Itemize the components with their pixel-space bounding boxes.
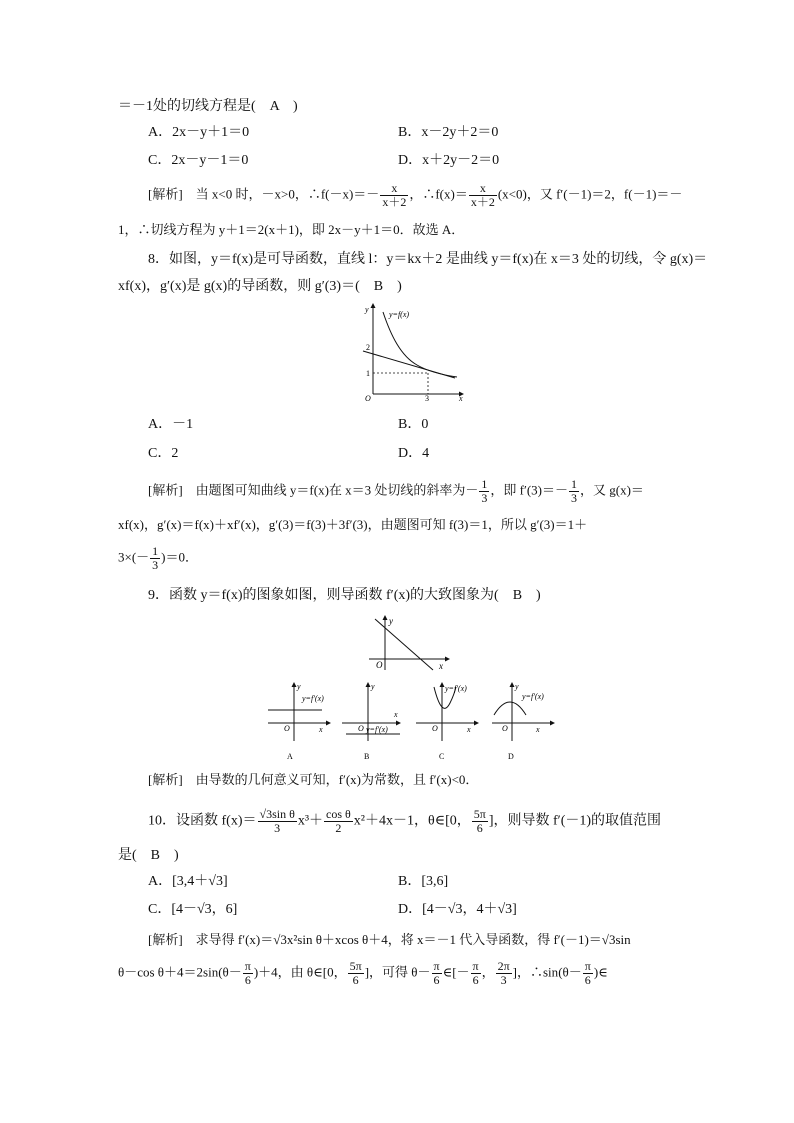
q9-choice-a-graph: [264, 679, 334, 764]
q10-analysis-line1: [解析] 求导得 f′(x)＝√3x²sin θ＋xcos θ＋4，将 x＝－1 代入导函数，得 f′(－1)＝√3sin: [148, 932, 631, 947]
q8-analysis-line1: [解析] 由题图可知曲线 y＝f(x)在 x＝3 处切线的斜率为－ $\frac{1}{3}$ ，即 f′(3)＝－ $\frac{1}{3}$ ，又 g(x)＝: [148, 477, 644, 505]
q8-graph-y-axis-label: y: [365, 305, 369, 314]
q9-choice-a-x: x: [319, 725, 323, 734]
q9-stem: 9．函数 y＝f(x)的图象如图，则导函数 f′(x)的大致图象为( B ): [148, 588, 541, 603]
q8-graph-origin-label: O: [365, 394, 371, 402]
q10-analysis-line2: θ－cos θ＋4＝2sin(θ－ $\frac{\pi}{6}$ )＋4，由 θ∈[0， $\frac{5\pi}{6}$ ]，可得 θ－ $\frac{\pi}{6}$ ∈[－ $\frac{\pi}{6}$ ， $\frac{2\pi}{3}$ ]，∴sin(θ－ $\frac{\pi}{6}$ )∈: [118, 959, 608, 987]
q8-analysis-line2: xf(x)，g′(x)＝f(x)＋xf′(x)，g′(3)＝f(3)＋3f′(3)，由题图可知 f(3)＝1，所以 g′(3)＝1＋: [118, 517, 588, 532]
q9-main-graph: [365, 614, 453, 672]
q7-option-a: A．2x－y＋1＝0: [148, 125, 250, 140]
q9-choice-d-graph: [488, 679, 563, 764]
q9-choice-c-x: x: [467, 725, 471, 734]
q9-choice-b-label: y=f′(x): [366, 725, 388, 734]
q8-stem-line1: 8．如图，y＝f(x)是可导函数，直线 l：y＝kx＋2 是曲线 y＝f(x)在 x＝3 处的切线，令 g(x)＝: [148, 252, 708, 267]
q8-option-c: C．2: [148, 446, 179, 461]
q10-stem-line1: 10．设函数 f(x)＝ $\frac{\text{√3sin θ}}{3}$ x³＋ $\frac{\text{cos θ}}{2}$ x²＋4x－1，θ∈[0， $\frac{5\pi}{6}$ ]，则导数 f′(－1)的取值范围: [148, 807, 662, 835]
q10-option-d: D．[4－√3，4＋√3]: [398, 902, 517, 917]
q9-choice-d-origin: O: [502, 724, 508, 733]
q9-main-y-label: y: [389, 616, 393, 626]
q7-analysis-line2: 1，∴切线方程为 y＋1＝2(x＋1)，即 2x－y＋1＝0．故选 A．: [118, 222, 465, 237]
q9-choice-b-origin: O: [358, 724, 364, 733]
q8-analysis-line3: 3×(－ $\frac{1}{3}$ )＝0．: [118, 544, 199, 572]
q9-choice-d-y: y: [515, 682, 519, 691]
q7-analysis-line1: [解析] 当 x<0 时，－x>0，∴f(－x)＝－ $\frac{x}{x+2}$ ，∴f(x)＝ $\frac{x}{x+2}$ (x<0)，又 f′(－1)＝2，f(－1)＝－: [148, 181, 683, 209]
q10-option-a: A．[3,4＋√3]: [148, 874, 228, 889]
q8-graph-tick-3: 3: [425, 394, 429, 402]
q9-choice-b-x: x: [394, 710, 398, 719]
q8-option-b: B．0: [398, 417, 429, 432]
q9-choice-b-letter: B: [364, 752, 370, 761]
q7-option-d: D．x＋2y－2＝0: [398, 153, 500, 168]
q9-main-x-label: x: [439, 661, 443, 671]
q8-option-d: D．4: [398, 446, 430, 461]
q9-analysis: [解析] 由导数的几何意义可知，f′(x)为常数，且 f′(x)<0．: [148, 772, 479, 787]
q8-graph-tick-1: 1: [366, 369, 370, 378]
q9-choice-c-origin: O: [432, 724, 438, 733]
q8-graph-figure: [355, 302, 470, 402]
q9-choice-a-origin: O: [284, 724, 290, 733]
q8-graph-curve-label: y=f(x): [389, 310, 410, 319]
q9-choice-c-letter: C: [439, 752, 445, 761]
q8-option-a: A．－1: [148, 417, 194, 432]
q7-option-c: C．2x－y－1＝0: [148, 153, 249, 168]
q9-choice-b-graph: [338, 679, 408, 764]
q9-choice-a-label: y=f′(x): [302, 694, 324, 703]
q9-main-origin: O: [376, 660, 383, 670]
q7-option-b: B．x－2y＋2＝0: [398, 125, 499, 140]
q9-choice-a-letter: A: [287, 752, 293, 761]
q9-choice-d-letter: D: [508, 752, 514, 761]
q9-choice-d-x: x: [536, 725, 540, 734]
q10-option-b: B．[3,6]: [398, 874, 449, 889]
q7-stem-tail: ＝－1处的切线方程是( A ): [118, 99, 298, 114]
q8-stem-line2: xf(x)，g′(x)是 g(x)的导函数，则 g′(3)＝( B ): [118, 279, 402, 294]
q8-graph-tick-2: 2: [366, 343, 370, 352]
q9-choice-b-y: y: [371, 682, 375, 691]
q10-option-c: C．[4－√3，6]: [148, 902, 238, 917]
q8-graph-x-axis-label: x: [459, 394, 463, 402]
q9-choice-a-y: y: [297, 682, 301, 691]
q9-choice-d-label: y=f′(x): [522, 692, 544, 701]
q9-choice-c-label: y=f′(x): [445, 684, 467, 693]
q9-choice-c-graph: [412, 679, 487, 764]
q10-stem-line2: 是( B ): [118, 848, 179, 863]
